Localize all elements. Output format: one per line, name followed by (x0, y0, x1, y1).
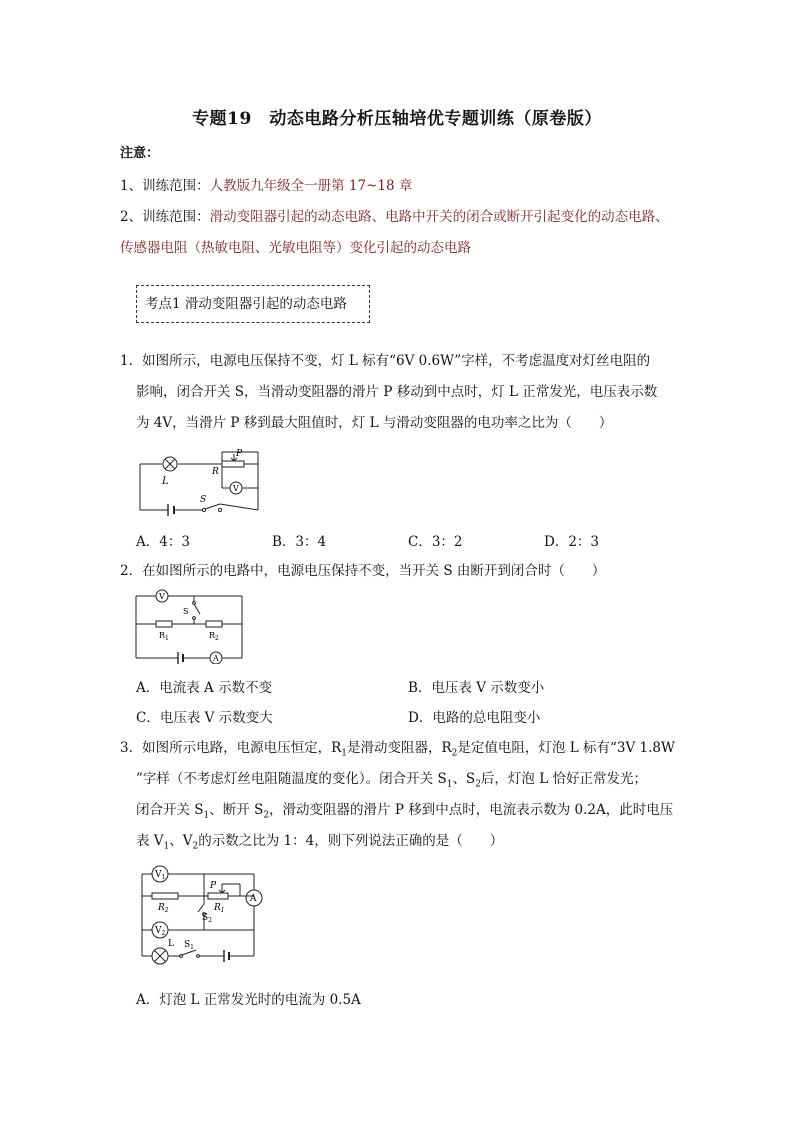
section-1-box (136, 285, 370, 323)
notes-item-2-line2: 传感器电阻（热敏电阻、光敏电阻等）变化引起的动态电路 (120, 240, 471, 256)
q3-fig-label-P: P (210, 881, 217, 891)
q3-fig-label-R1: $R_1$ (214, 903, 225, 914)
q1-option-a: A．4：3 (136, 534, 190, 550)
notes-header: 注意： (120, 146, 160, 161)
q1-line2: 影响，闭合开关 S，当滑动变阻器的滑片 P 移动到中点时，灯 L 正常发光，电压表示数 (136, 384, 658, 400)
q2-line1: 2．在如图所示的电路中，电源电压保持不变，当开关 S 由断开到闭合时（ ） (120, 563, 606, 579)
q1-fig-label-V: V (233, 484, 239, 493)
notes-item-2-text-line1: 滑动变阻器引起的动态电路、电路中开关的闭合或断开引起变化的动态电路、 (209, 209, 669, 225)
notes-item-2 (120, 207, 669, 227)
q2-option-c: C．电压表 V 示数变大 (136, 710, 273, 726)
q3-line1: 3．如图所示电路，电源电压恒定，$R_1$是滑动变阻器，$R_2$是定值电阻，灯泡 L 标有“3V 1.8W (120, 740, 675, 759)
q3-line3: 闭合开关 $S_1$、断开 $S_2$，滑动变阻器的滑片 P 移到中点时，电流表示数为 0.2A，此时电压 (136, 802, 674, 821)
q3-fig-label-A: A (250, 894, 257, 904)
q1-fig-label-P: P (236, 449, 243, 459)
q3-fig-label-R2: $R_2$ (158, 903, 169, 914)
q3-option-a: A．灯泡 L 正常发光时的电流为 0.5A (136, 992, 361, 1008)
q1-option-d: D．2：3 (544, 534, 600, 550)
q3-fig-label-S1: $S_1$ (184, 940, 194, 951)
q2-fig-label-A: A (213, 654, 219, 663)
q2-fig-label-V: V (159, 592, 165, 601)
q2-fig-label-S: S (183, 607, 189, 616)
notes-item-2-prefix: 2、训练范围： (120, 209, 210, 225)
notes-item-1 (120, 176, 412, 196)
q2-circuit-figure (132, 586, 252, 664)
page-title: 专题19 动态电路分析压轴培优专题训练（原卷版） (192, 109, 602, 129)
q3-fig-label-V2: $V_2$ (155, 926, 166, 937)
q3-circuit-figure (138, 862, 268, 972)
q1-line1: 1．如图所示，电源电压保持不变，灯 L 标有“6V 0.6W”字样，不考虑温度对灯丝电阻的 (120, 353, 651, 369)
q2-fig-label-R1: $R_1$ (159, 631, 169, 642)
q1-fig-label-L: L (162, 476, 169, 487)
q3-fig-label-S2: $S_2$ (202, 913, 212, 924)
q1-line3: 为 4V，当滑片 P 移到最大阻值时，灯 L 与滑动变阻器的电功率之比为（ ） (136, 415, 613, 431)
q1-fig-label-S: S (200, 495, 207, 505)
q1-option-b: B．3：4 (272, 534, 327, 550)
section-1-label: 考点1 滑动变阻器引起的动态电路 (145, 296, 347, 312)
q2-option-a: A．电流表 A 示数不变 (136, 680, 273, 696)
q3-fig-label-L: L (168, 939, 174, 949)
notes-item-1-text: 人教版九年级全一册第 17~18 章 (209, 178, 413, 194)
q1-fig-label-R: R (212, 467, 219, 477)
q1-option-c: C．3：2 (408, 534, 463, 550)
q3-line2: ”字样（不考虑灯丝电阻随温度的变化）。闭合开关 $S_1$、$S_2$后，灯泡 L 恰好正常发光； (136, 771, 647, 790)
q2-fig-label-R2: $R_2$ (209, 631, 219, 642)
notes-item-1-prefix: 1、训练范围： (120, 178, 210, 194)
q3-fig-label-V1: $V_1$ (155, 870, 166, 881)
q2-option-b: B．电压表 V 示数变小 (408, 680, 545, 696)
q2-option-d: D．电路的总电阻变小 (408, 710, 541, 726)
q3-line4: 表 $V_1$、$V_2$的示数之比为 1：4，则下列说法正确的是（ ） (136, 833, 504, 852)
q1-circuit-figure (134, 444, 274, 522)
